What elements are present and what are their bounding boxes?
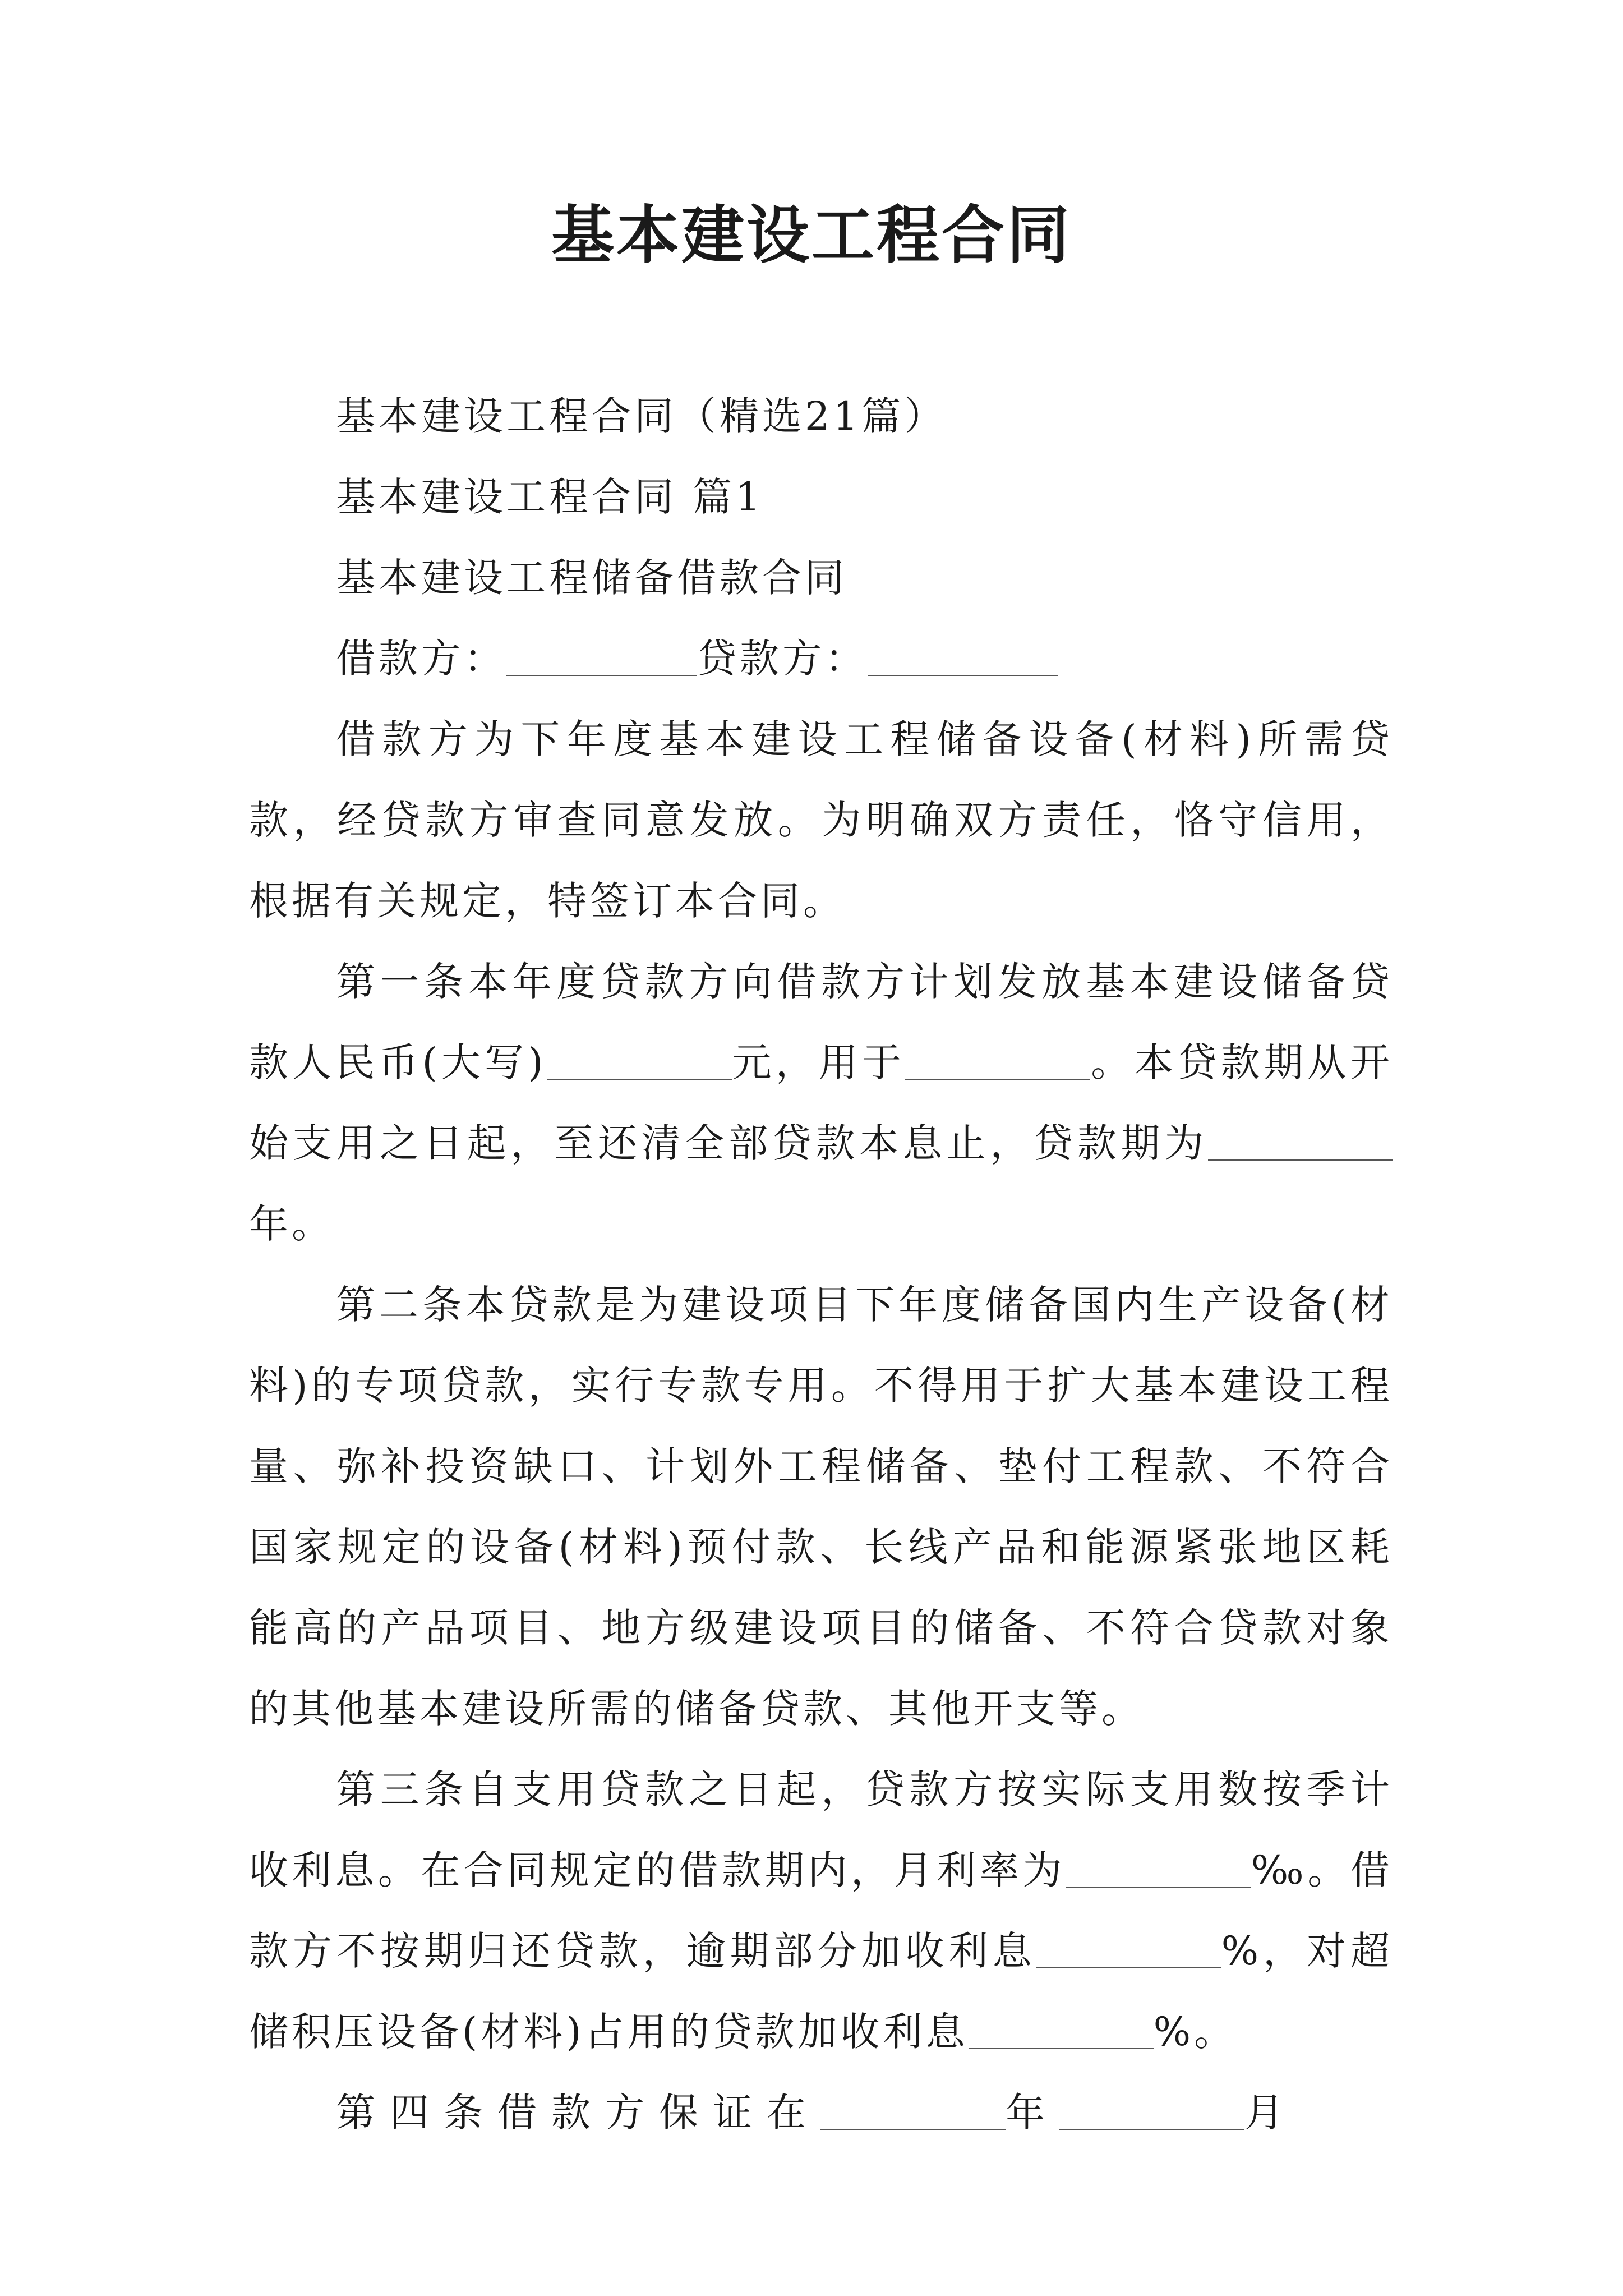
borrower-label: 借款方：: [336, 636, 506, 682]
article-4-text-c: 月: [1244, 2090, 1298, 2136]
document-title: 基本建设工程合同: [551, 199, 1072, 272]
subtitle-line: 基本建设工程合同（精选21篇）: [336, 393, 947, 439]
article-1-text-b: 元，用于: [731, 1039, 906, 1085]
article-1-text-a: 第一条本年度贷款方向借款方计划发放基本建设储备贷款人民币(大写): [249, 959, 1393, 1085]
article-1-text-c: 。本贷款期从开始支用之日起，至还清全部贷款本息止，贷款期为: [249, 1039, 1393, 1166]
document-body: [249, 376, 1393, 2153]
article-1: [249, 941, 1393, 1264]
article-3-text-d: %。: [1153, 2009, 1237, 2055]
article-3-text-b: ‰。借款方不按期归还贷款，逾期部分加收利息: [249, 1847, 1393, 1974]
contract-name: 基本建设工程储备借款合同: [336, 555, 847, 601]
article-3: [249, 1749, 1393, 2072]
borrower-blank: [506, 636, 697, 676]
lender-label: 贷款方：: [697, 636, 868, 682]
amount-blank: [547, 1039, 732, 1080]
purpose-blank: [905, 1039, 1090, 1080]
year-blank: [820, 2090, 1006, 2130]
article-4: [249, 2072, 1393, 2153]
article-3-text-c: %，对超储积压设备(材料)占用的贷款加收利息: [249, 1928, 1394, 2055]
article-4-text-a: 第四条借款方保证在: [336, 2090, 820, 2136]
term-blank: [1208, 1120, 1393, 1161]
intro-paragraph: 借款方为下年度基本建设工程储备设备(材料)所需贷款，经贷款方审查同意发放。为明确双方责任，恪守信用，根据有关规定，特签订本合同。: [249, 716, 1393, 924]
month-blank: [1059, 2090, 1244, 2130]
part-heading: 基本建设工程合同 篇1: [336, 474, 764, 520]
article-1-text-d: 年。: [249, 1201, 334, 1247]
overdue-rate-blank: [1036, 1928, 1221, 1968]
article-3-text-a: 第三条自支用贷款之日起，贷款方按实际支用数按季计收利息。在合同规定的借款期内，月利率为: [249, 1766, 1393, 1893]
article-2: 第二条本贷款是为建设项目下年度储备国内生产设备(材料)的专项贷款，实行专款专用。不得用于扩大基本建设工程量、弥补投资缺口、计划外工程储备、垫付工程款、不符合国家规定的设备(材料)预付款、长线产品和能源紧张地区耗能高的产品项目、地方级建设项目的储备、不符合贷款对象的其他基本建设所需的储备贷款、其他开支等。: [249, 1282, 1393, 1732]
monthly-rate-blank: [1066, 1847, 1251, 1888]
overstock-rate-blank: [969, 2009, 1154, 2049]
article-4-text-b: 年: [1006, 2090, 1059, 2136]
parties-line: [249, 618, 1393, 699]
lender-blank: [868, 636, 1058, 676]
